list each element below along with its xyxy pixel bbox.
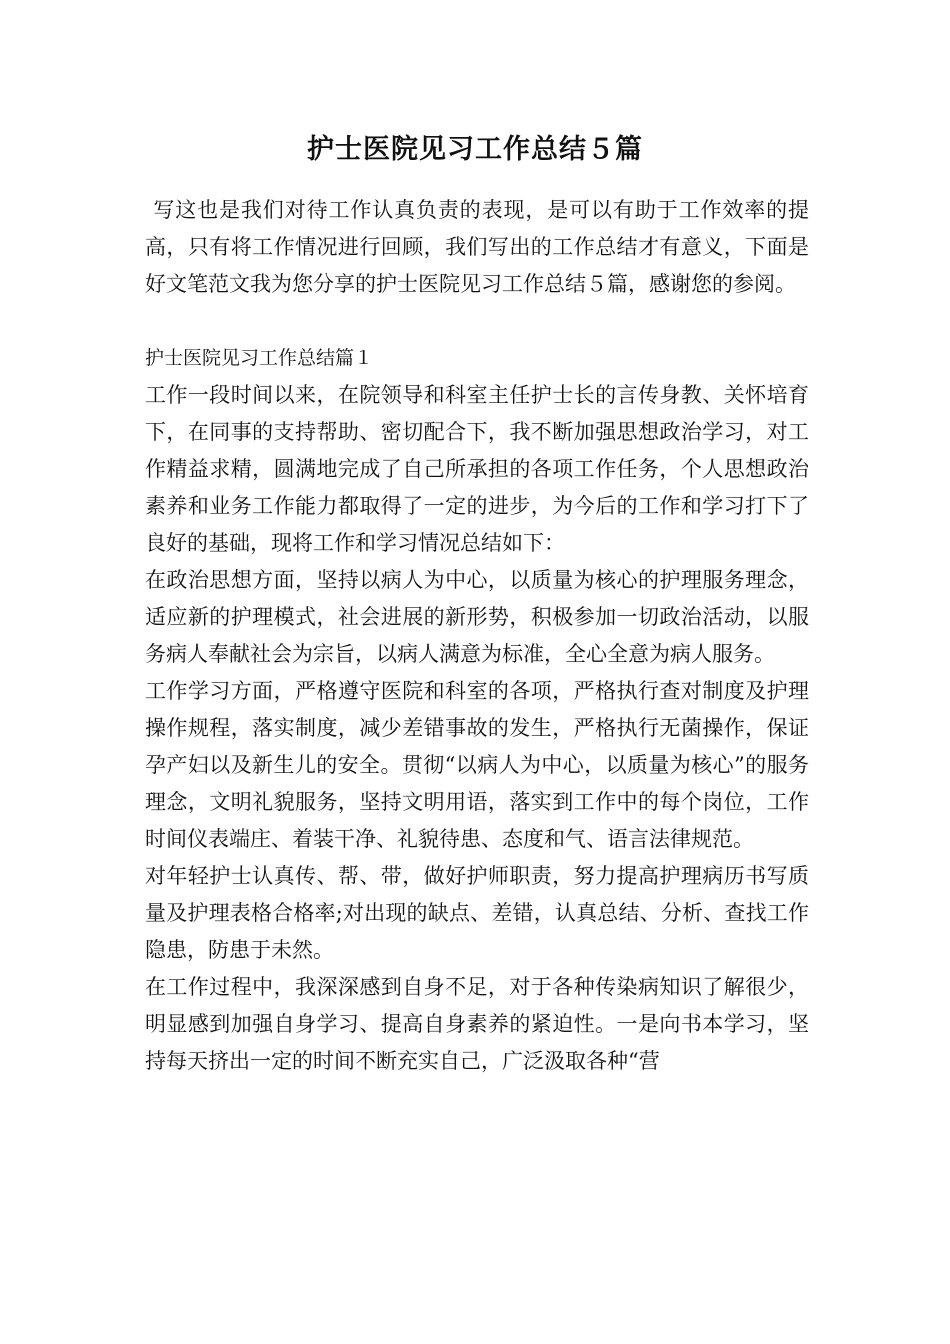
body-paragraph: 工作学习方面，严格遵守医院和科室的各项，严格执行查对制度及护理操作规程，落实制度，减少差错事故的发生，严格执行无菌操作，保证孕产妇以及新生儿的安全。贯彻“以病人为中心，以质量为核心”的服务理念，文明礼貌服务，坚持文明用语，落实到工作中的每个岗位，工作时间仪表端庄、着装干净、礼貌待患、态度和气、语言法律规范。 xyxy=(145,679,809,851)
document-body xyxy=(145,192,809,1080)
intro-paragraph: 写这也是我们对待工作认真负责的表现，是可以有助于工作效率的提高，只有将工作情况进行回顾，我们写出的工作总结才有意义，下面是好文笔范文我为您分享的护士医院见习工作总结５篇，感谢您的参阅。 xyxy=(145,198,809,296)
paragraph-spacer xyxy=(145,303,809,340)
body-paragraph: 在工作过程中，我深深感到自身不足，对于各种传染病知识了解很少，明显感到加强自身学习、提高自身素养的紧迫性。一是向书本学习，坚持每天挤出一定的时间不断充实自己，广泛汲取各种“营 xyxy=(145,975,809,1073)
body-paragraph: 工作一段时间以来，在院领导和科室主任护士长的言传身教、关怀培育下，在同事的支持帮助、密切配合下，我不断加强思想政治学习，对工作精益求精，圆满地完成了自己所承担的各项工作任务，个人思想政治素养和业务工作能力都取得了一定的进步，为今后的工作和学习打下了良好的基础，现将工作和学习情况总结如下： xyxy=(145,383,809,555)
body-paragraph: 在政治思想方面，坚持以病人为中心，以质量为核心的护理服务理念，适应新的护理模式，社会进展的新形势，积极参加一切政治活动，以服务病人奉献社会为宗旨，以病人满意为标准，全心全意为病人服务。 xyxy=(145,568,809,666)
body-paragraph: 对年轻护士认真传、帮、带，做好护师职责，努力提高护理病历书写质量及护理表格合格率;对出现的缺点、差错，认真总结、分析、查找工作隐患，防患于未然。 xyxy=(145,864,809,962)
document-title: 护士医院见习工作总结５篇 xyxy=(307,134,643,165)
section-heading: 护士医院见习工作总结篇１ xyxy=(145,347,374,369)
